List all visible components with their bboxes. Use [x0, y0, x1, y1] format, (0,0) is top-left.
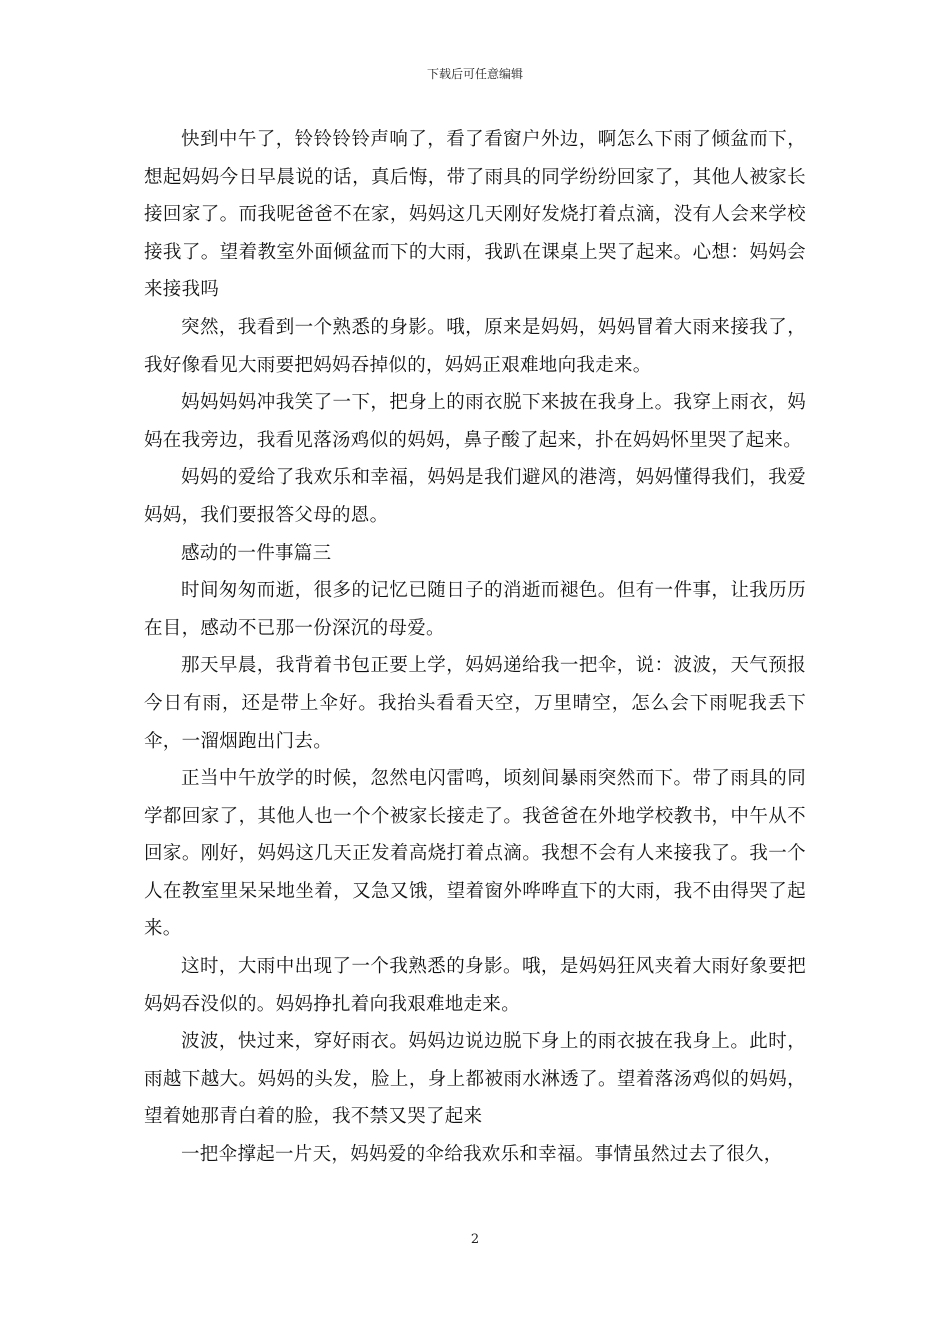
- paragraph: 快到中午了，铃铃铃铃声响了，看了看窗户外边，啊怎么下雨了倾盆而下，想起妈妈今日早晨说的话，真后悔，带了雨具的同学纷纷回家了，其他人被家长接回家了。而我呢爸爸不在家，妈妈这几天刚好发烧打着点滴，没有人会来学校接我了。望着教室外面倾盆而下的大雨，我趴在课桌上哭了起来。心想：妈妈会来接我吗: [144, 129, 806, 301]
- section-heading: 感动的一件事篇三: [181, 542, 332, 564]
- paragraph: 妈妈的爱给了我欢乐和幸福，妈妈是我们避风的港湾，妈妈懂得我们，我爱妈妈，我们要报答父母的恩。: [144, 467, 806, 526]
- paragraph: 那天早晨，我背着书包正要上学，妈妈递给我一把伞，说：波波，天气预报今日有雨，还是带上伞好。我抬头看看天空，万里晴空，怎么会下雨呢我丢下伞，一溜烟跑出门去。: [144, 655, 806, 752]
- document-body: [144, 121, 806, 1174]
- paragraph: 这时，大雨中出现了一个我熟悉的身影。哦，是妈妈狂风夹着大雨好象要把妈妈吞没似的。妈妈挣扎着向我艰难地走来。: [144, 956, 806, 1015]
- page-number: 2: [470, 1232, 480, 1247]
- paragraph: 时间匆匆而逝，很多的记忆已随日子的消逝而褪色。但有一件事，让我历历在目，感动不已那一份深沉的母爱。: [144, 580, 806, 639]
- paragraph: 波波，快过来，穿好雨衣。妈妈边说边脱下身上的雨衣披在我身上。此时，雨越下越大。妈妈的头发，脸上，身上都被雨水淋透了。望着落汤鸡似的妈妈，望着她那青白着的脸，我不禁又哭了起来: [144, 1031, 806, 1128]
- paragraph: 正当中午放学的时候，忽然电闪雷鸣，顷刻间暴雨突然而下。带了雨具的同学都回家了，其他人也一个个被家长接走了。我爸爸在外地学校教书，中午从不回家。刚好，妈妈这几天正发着高烧打着点滴。我想不会有人来接我了。我一个人在教室里呆呆地坐着，又急又饿，望着窗外哗哗直下的大雨，我不由得哭了起来。: [144, 768, 806, 940]
- paragraph: 突然，我看到一个熟悉的身影。哦，原来是妈妈，妈妈冒着大雨来接我了，我好像看见大雨要把妈妈吞掉似的，妈妈正艰难地向我走来。: [144, 316, 806, 376]
- paragraph: 一把伞撑起一片天，妈妈爱的伞给我欢乐和幸福。事情虽然过去了很久，: [181, 1144, 783, 1166]
- paragraph: 妈妈妈妈冲我笑了一下，把身上的雨衣脱下来披在我身上。我穿上雨衣，妈妈在我旁边，我看见落汤鸡似的妈妈，鼻子酸了起来，扑在妈妈怀里哭了起来。: [144, 392, 806, 451]
- page-header-note: 下载后可任意编辑: [426, 67, 523, 81]
